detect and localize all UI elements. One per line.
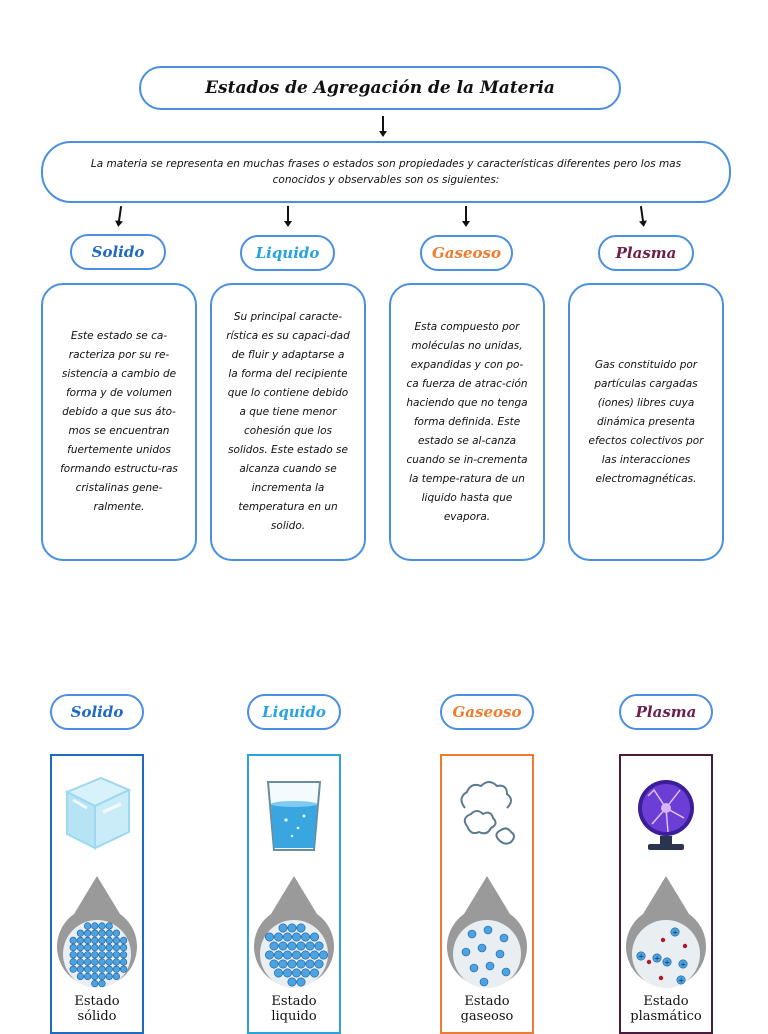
- particle: [274, 933, 282, 941]
- plus-sign-icon: +: [680, 960, 686, 969]
- particle: [113, 937, 120, 944]
- particle: [77, 930, 84, 937]
- particle: [315, 942, 323, 950]
- particle: [274, 951, 282, 959]
- particle: [84, 966, 91, 973]
- gas-particles-drop: [444, 874, 530, 1000]
- particle: [310, 951, 318, 959]
- particle: [306, 942, 314, 950]
- particle: [106, 966, 113, 973]
- plasma-particles-drop: [623, 874, 709, 1000]
- particle: [292, 951, 300, 959]
- description-text: Esta compuesto por moléculas no unidas, expandidas y con po-ca fuerza de atrac-ción haciendo que no tenga forma definida. Este estado se al-canza cuando se in-crementa la tempe-ratura de un liquido hasta que evapora.: [406, 320, 528, 523]
- particle: [120, 937, 127, 944]
- panel-gaseoso: [440, 754, 534, 1034]
- particle: [106, 930, 113, 937]
- particle: [92, 930, 99, 937]
- state-name: Liquido: [262, 703, 326, 721]
- particle: [92, 980, 99, 987]
- particle: [288, 942, 296, 950]
- particle: [70, 944, 77, 951]
- particle: [279, 960, 287, 968]
- particle: [120, 952, 127, 959]
- particle: [500, 934, 508, 942]
- particle: [288, 960, 296, 968]
- particle: [70, 959, 77, 966]
- particle: [84, 937, 91, 944]
- plus-sign-icon: +: [638, 952, 644, 961]
- particle: [468, 930, 476, 938]
- particle: [297, 978, 305, 986]
- particle: [484, 926, 492, 934]
- ice-cube-icon: [55, 768, 139, 856]
- particle: [92, 966, 99, 973]
- particle: [106, 937, 113, 944]
- particle: [315, 960, 323, 968]
- particle: [92, 937, 99, 944]
- particle: [84, 923, 91, 930]
- particle: [113, 966, 120, 973]
- plus-sign-icon: +: [664, 958, 670, 967]
- liquid-particles-drop: [251, 874, 337, 1000]
- particle: [99, 959, 106, 966]
- particle: [319, 951, 327, 959]
- state-label-liquido-2: [247, 694, 341, 730]
- description-text: Su principal caracte-rística es su capaci-dad de fluir y adaptarse a la forma del recipiente que lo contiene debido a que tiene menor cohesión que los solidos. Este estado se alcanza cuando se incrementa la temperatura en un solido.: [226, 311, 350, 532]
- state-name: Gaseoso: [452, 703, 522, 721]
- state-name: Plasma: [635, 703, 697, 721]
- arrow-down-icon: [118, 206, 122, 222]
- plus-sign-icon: +: [678, 976, 684, 985]
- state-name: Liquido: [255, 244, 320, 262]
- title-box: [139, 66, 621, 110]
- panel-caption: Estado gaseoso: [460, 994, 514, 1024]
- arrow-down-icon: [640, 206, 644, 222]
- particle: [84, 930, 91, 937]
- particle: [99, 944, 106, 951]
- particle: [113, 930, 120, 937]
- particle: [77, 959, 84, 966]
- plus-sign-icon: +: [654, 954, 660, 963]
- particle: [113, 944, 120, 951]
- plasma-ball-icon: [624, 768, 708, 856]
- particle: [113, 952, 120, 959]
- state-label-liquido: [240, 235, 335, 271]
- particle: [306, 960, 314, 968]
- state-label-gaseoso: [420, 235, 513, 271]
- particle: [106, 959, 113, 966]
- particle: [70, 937, 77, 944]
- particle: [462, 948, 470, 956]
- intro-box: [41, 141, 731, 203]
- particle: [265, 933, 273, 941]
- state-name: Solido: [91, 243, 145, 261]
- particle: [283, 951, 291, 959]
- description-box-plasma: [568, 283, 724, 561]
- particle: [478, 944, 486, 952]
- particle: [77, 944, 84, 951]
- particle: [92, 944, 99, 951]
- particle: [84, 952, 91, 959]
- particle: [99, 980, 106, 987]
- particle: [84, 959, 91, 966]
- panel-caption: Estado liquido: [271, 994, 317, 1024]
- particle: [84, 973, 91, 980]
- electron-particle: [661, 938, 665, 942]
- particle: [283, 969, 291, 977]
- particle: [270, 960, 278, 968]
- description-box-liquido: [210, 283, 366, 561]
- state-name: Gaseoso: [432, 244, 501, 262]
- water-glass-icon: [252, 768, 336, 856]
- state-name: Plasma: [615, 244, 677, 262]
- particle: [297, 960, 305, 968]
- arrow-down-icon: [287, 206, 289, 222]
- particle: [106, 973, 113, 980]
- particle: [84, 944, 91, 951]
- particle: [99, 952, 106, 959]
- particle: [106, 923, 113, 930]
- solid-particles-drop: [54, 874, 140, 1000]
- particle: [274, 969, 282, 977]
- particle: [120, 966, 127, 973]
- particle: [99, 937, 106, 944]
- particle: [297, 942, 305, 950]
- panel-liquido: [247, 754, 341, 1034]
- particle: [113, 959, 120, 966]
- arrow-down-icon: [382, 116, 384, 132]
- particle: [70, 966, 77, 973]
- particle: [270, 942, 278, 950]
- particle: [486, 962, 494, 970]
- particle: [77, 937, 84, 944]
- particle: [77, 952, 84, 959]
- state-label-gaseoso-2: [440, 694, 534, 730]
- particle: [279, 942, 287, 950]
- particle: [297, 924, 305, 932]
- particle: [301, 933, 309, 941]
- particle: [310, 933, 318, 941]
- particle: [99, 930, 106, 937]
- particle: [279, 924, 287, 932]
- steam-cloud-icon: [445, 768, 529, 856]
- particle: [77, 966, 84, 973]
- particle: [92, 952, 99, 959]
- particle: [288, 924, 296, 932]
- particle: [502, 968, 510, 976]
- particle: [99, 923, 106, 930]
- particle: [92, 973, 99, 980]
- description-box-solido: [41, 283, 197, 561]
- particle: [70, 952, 77, 959]
- intro-text: La materia se representa en muchas frases o estados son propiedades y características diferentes pero los mas conocidos y observables son os siguientes:: [90, 158, 682, 186]
- panel-caption: Estado plasmático: [630, 994, 702, 1024]
- particle: [113, 973, 120, 980]
- electron-particle: [683, 944, 687, 948]
- particle: [470, 964, 478, 972]
- particle: [106, 944, 113, 951]
- page-title: Estados de Agregación de la Materia: [205, 78, 555, 98]
- particle: [301, 969, 309, 977]
- particle: [99, 966, 106, 973]
- particle: [120, 944, 127, 951]
- particle: [106, 952, 113, 959]
- particle: [292, 933, 300, 941]
- panel-solido: [50, 754, 144, 1034]
- electron-particle: [659, 976, 663, 980]
- plus-sign-icon: +: [672, 928, 678, 937]
- particle: [92, 923, 99, 930]
- description-box-gaseoso: [389, 283, 545, 561]
- state-label-solido-2: [50, 694, 144, 730]
- panel-plasma: [619, 754, 713, 1034]
- particle: [120, 959, 127, 966]
- particle: [301, 951, 309, 959]
- description-text: Este estado se ca-racteriza por su re-sistencia a cambio de forma y de volumen debido a que sus áto-mos se encuentran fuertemente unidos formando estructu-ras cristalinas gene-ralmente.: [60, 330, 178, 513]
- particle: [265, 951, 273, 959]
- particle: [496, 950, 504, 958]
- state-name: Solido: [70, 703, 124, 721]
- particle: [92, 959, 99, 966]
- particle: [77, 973, 84, 980]
- state-label-plasma: [598, 235, 694, 271]
- particle: [310, 969, 318, 977]
- state-label-solido: [70, 234, 166, 270]
- particle: [99, 973, 106, 980]
- particle: [480, 978, 488, 986]
- particle: [288, 978, 296, 986]
- particle: [292, 969, 300, 977]
- particle: [283, 933, 291, 941]
- state-label-plasma-2: [619, 694, 713, 730]
- description-text: Gas constituido por partículas cargadas (iones) libres cuya dinámica presenta efectos colectivos por las interacciones electromagnéticas.: [588, 358, 704, 485]
- panel-caption: Estado sólido: [74, 994, 120, 1024]
- arrow-down-icon: [465, 206, 467, 222]
- electron-particle: [647, 960, 651, 964]
